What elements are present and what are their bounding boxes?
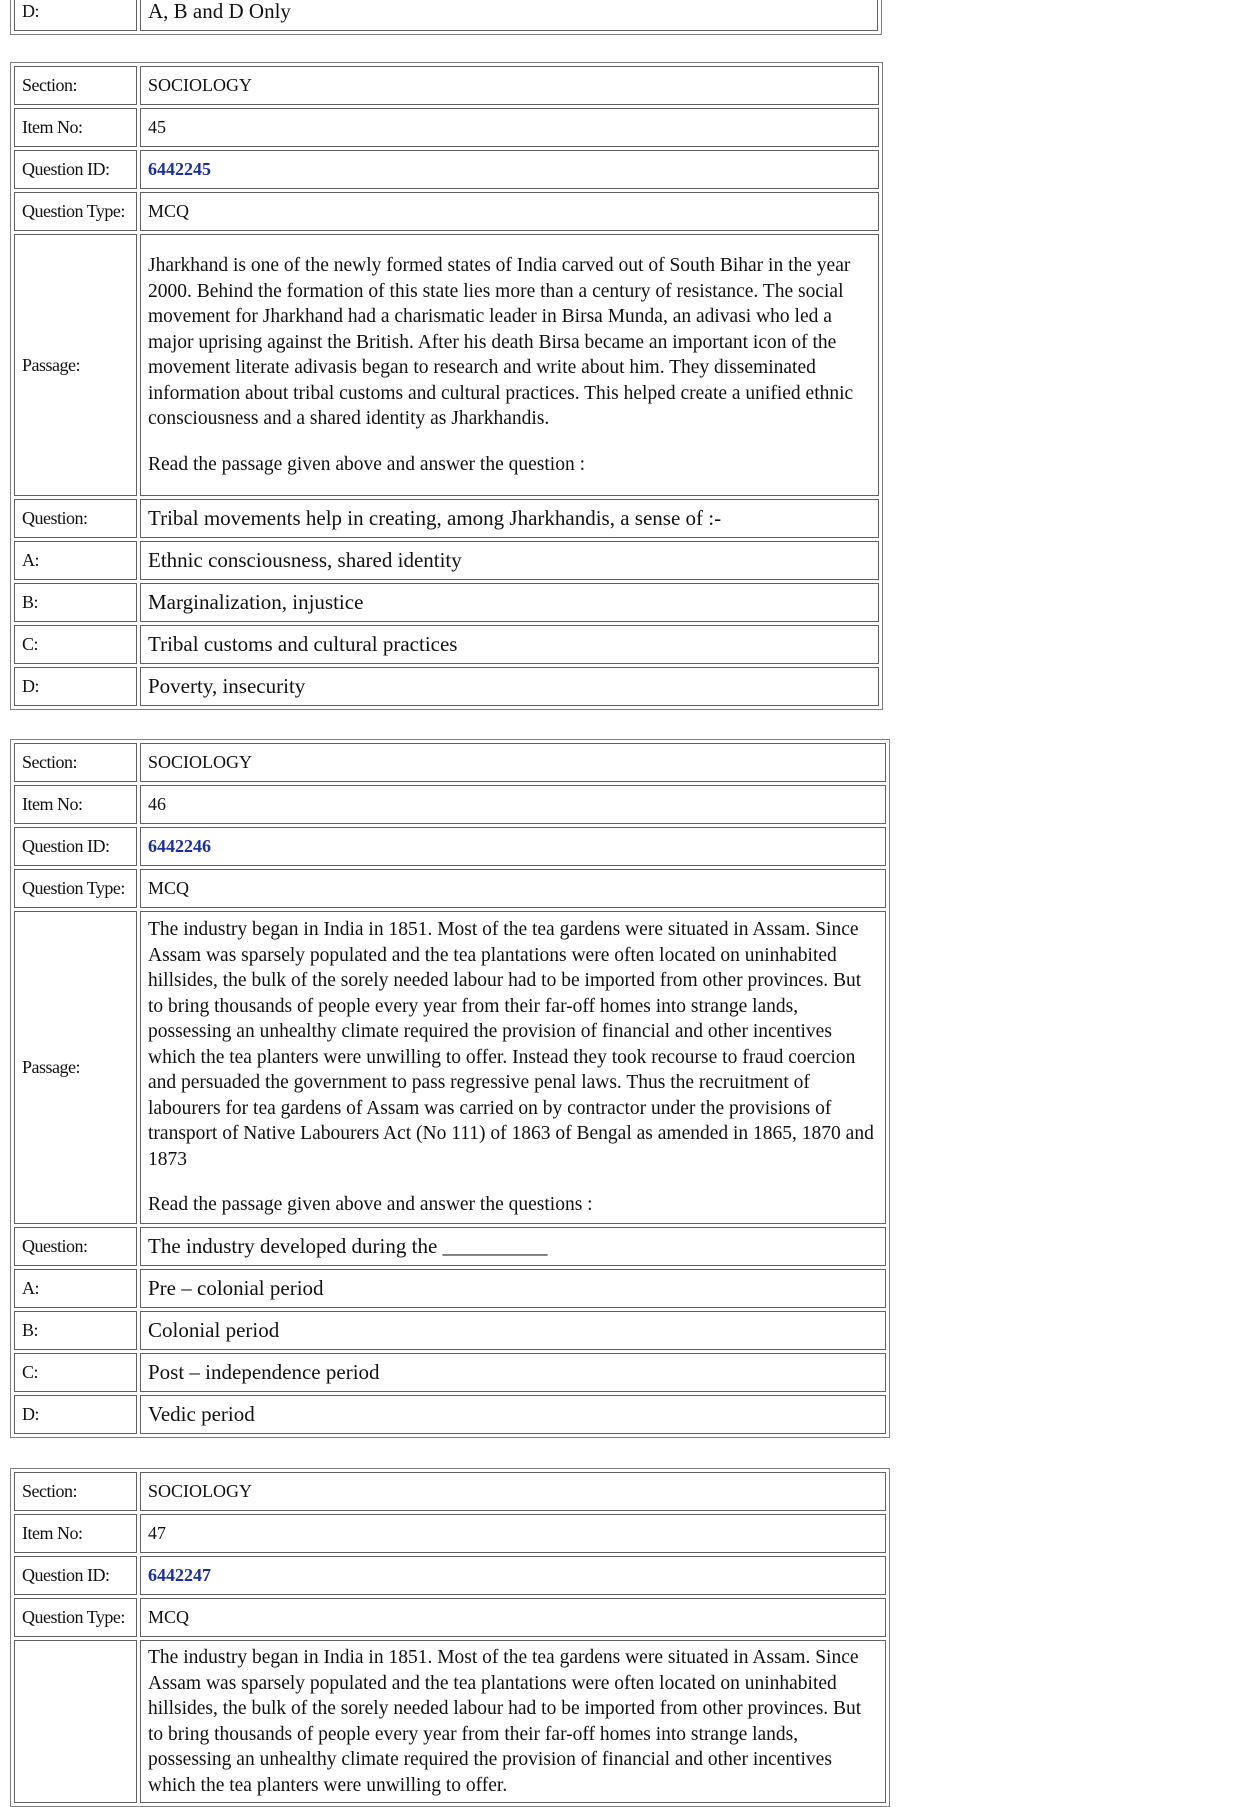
- row-label: Question ID:: [14, 150, 137, 189]
- question-table-45: [10, 62, 883, 710]
- question-type-value: MCQ: [140, 1598, 886, 1637]
- question-type-value: MCQ: [140, 192, 879, 231]
- question-id-value: 6442246: [140, 827, 886, 866]
- question-id-row: [14, 150, 879, 189]
- question-type-row: [14, 1598, 886, 1637]
- passage-row: [14, 234, 879, 496]
- row-label: D:: [14, 1395, 137, 1434]
- option-d-row: [14, 667, 879, 706]
- question-table-47: [10, 1468, 890, 1807]
- row-label: A:: [14, 541, 137, 580]
- question-text: The industry developed during the __________: [140, 1227, 886, 1266]
- passage-row: [14, 911, 886, 1224]
- passage-text: Jharkhand is one of the newly formed states of India carved out of South Bihar in the year 2000. Behind the formation of this state lies more than a century of resistance. The social movement for Jharkhand had a charismatic leader in Birsa Munda, an adivasi who led a major uprising against the British. After his death Birsa became an important icon of the movement literate adivasis began to research and write about him. They disseminated information about tribal customs and cultural practices. This helped create a unified ethnic consciousness and a shared identity as Jharkhandis.: [148, 255, 854, 429]
- option-b-row: [14, 1311, 886, 1350]
- question-text: Tribal movements help in creating, among Jharkhandis, a sense of :-: [140, 499, 879, 538]
- question-id-row: [14, 1556, 886, 1595]
- option-d-text: Vedic period: [140, 1395, 886, 1434]
- row-label: B:: [14, 583, 137, 622]
- section-row: [14, 66, 879, 105]
- row-label: Section:: [14, 743, 137, 782]
- question-table-46: [10, 739, 890, 1438]
- row-label: Section:: [14, 66, 137, 105]
- row-label: [14, 1640, 137, 1803]
- option-d-text: A, B and D Only: [140, 0, 878, 31]
- row-label: D:: [14, 0, 137, 31]
- row-label: B:: [14, 1311, 137, 1350]
- row-label: Item No:: [14, 108, 137, 147]
- option-c-text: Post – independence period: [140, 1353, 886, 1392]
- passage-instruction: Read the passage given above and answer the questions :: [148, 1194, 593, 1216]
- section-value: SOCIOLOGY: [140, 66, 879, 105]
- row-label: Question Type:: [14, 869, 137, 908]
- option-c-text: Tribal customs and cultural practices: [140, 625, 879, 664]
- option-a-text: Pre – colonial period: [140, 1269, 886, 1308]
- row-label: C:: [14, 1353, 137, 1392]
- option-b-text: Marginalization, injustice: [140, 583, 879, 622]
- previous-question-table: [10, 0, 882, 35]
- option-c-row: [14, 1353, 886, 1392]
- question-type-row: [14, 192, 879, 231]
- passage-text: The industry began in India in 1851. Most of the tea gardens were situated in Assam. Since Assam was sparsely populated and the tea plantations were often located on uninhabited hillsides, the bulk of the sorely needed labour had to be imported from other provinces. But to bring thousands of people every year from their far-off homes into strange lands, possessing an unhealthy climate required the provision of financial and other incentives which the tea planters were unwilling to offer.: [148, 1647, 862, 1796]
- section-row: [14, 743, 886, 782]
- row-label: Question:: [14, 1227, 137, 1266]
- passage-cell: [140, 911, 886, 1224]
- question-type-value: MCQ: [140, 869, 886, 908]
- passage-cell: [140, 1640, 886, 1803]
- option-c-row: [14, 625, 879, 664]
- option-a-row: [14, 541, 879, 580]
- row-label: Passage:: [14, 234, 137, 496]
- passage-text: The industry began in India in 1851. Most of the tea gardens were situated in Assam. Since Assam was sparsely populated and the tea plantations were often located on uninhabited hillsides, the bulk of the sorely needed labour had to be imported from other provinces. But to bring thousands of people every year from their far-off homes into strange lands, possessing an unhealthy climate required the provision of financial and other incentives which the tea planters were unwilling to offer. Instead they took recourse to fraud coercion and persuaded the government to pass regressive penal laws. Thus the recruitment of labourers for tea gardens of Assam was carried on by contractor under the provisions of transport of Native Labourers Act (No 111) of 1863 of Bengal as amended in 1865, 1870 and 1873: [148, 919, 874, 1170]
- question-id-value: 6442247: [140, 1556, 886, 1595]
- item-no-row: [14, 108, 879, 147]
- question-row: [14, 499, 879, 538]
- question-id-value: 6442245: [140, 150, 879, 189]
- row-label: Question ID:: [14, 827, 137, 866]
- row-label: Section:: [14, 1472, 137, 1511]
- row-label: Question ID:: [14, 1556, 137, 1595]
- passage-cell: [140, 234, 879, 496]
- option-a-row: [14, 1269, 886, 1308]
- option-b-text: Colonial period: [140, 1311, 886, 1350]
- option-b-row: [14, 583, 879, 622]
- question-row: [14, 1227, 886, 1266]
- passage-instruction: Read the passage given above and answer the question :: [148, 453, 585, 475]
- item-no-row: [14, 785, 886, 824]
- option-d-text: Poverty, insecurity: [140, 667, 879, 706]
- option-d-row: [14, 0, 878, 31]
- item-no-value: 46: [140, 785, 886, 824]
- item-no-row: [14, 1514, 886, 1553]
- option-a-text: Ethnic consciousness, shared identity: [140, 541, 879, 580]
- row-label: D:: [14, 667, 137, 706]
- row-label: Question Type:: [14, 192, 137, 231]
- row-label: Passage:: [14, 911, 137, 1224]
- row-label: Question:: [14, 499, 137, 538]
- passage-row: [14, 1640, 886, 1803]
- section-row: [14, 1472, 886, 1511]
- row-label: Question Type:: [14, 1598, 137, 1637]
- item-no-value: 47: [140, 1514, 886, 1553]
- item-no-value: 45: [140, 108, 879, 147]
- row-label: Item No:: [14, 785, 137, 824]
- option-d-row: [14, 1395, 886, 1434]
- section-value: SOCIOLOGY: [140, 1472, 886, 1511]
- question-type-row: [14, 869, 886, 908]
- row-label: C:: [14, 625, 137, 664]
- question-id-row: [14, 827, 886, 866]
- row-label: Item No:: [14, 1514, 137, 1553]
- section-value: SOCIOLOGY: [140, 743, 886, 782]
- row-label: A:: [14, 1269, 137, 1308]
